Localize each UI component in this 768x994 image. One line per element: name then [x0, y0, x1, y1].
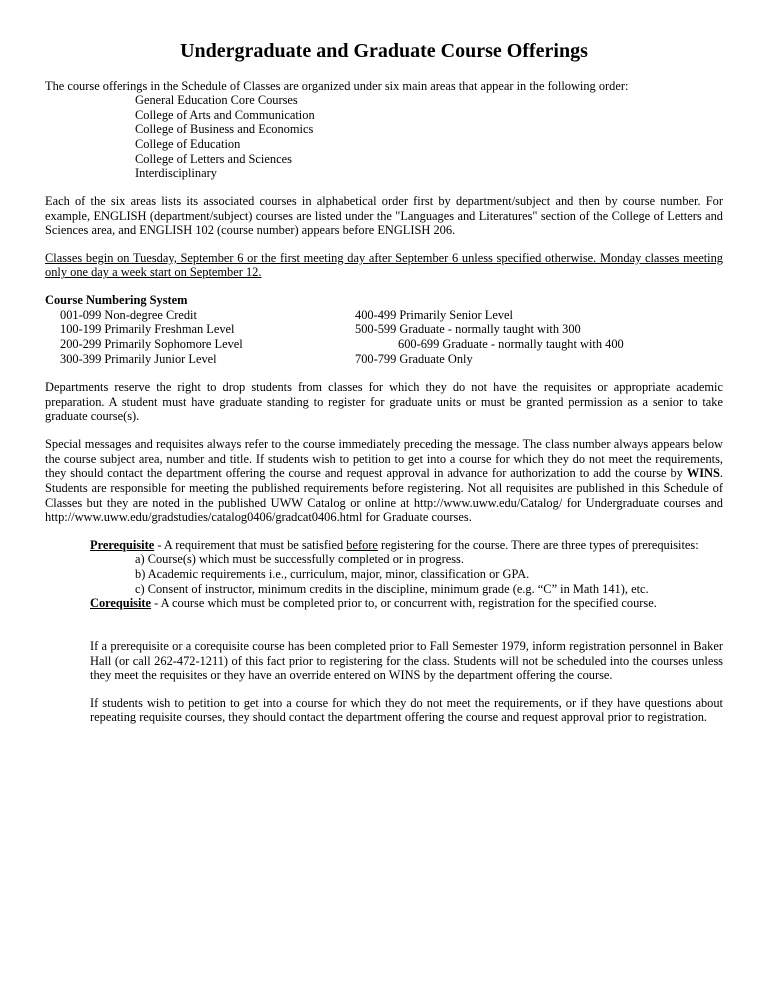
- numbering-item: 700-799 Graduate Only: [355, 351, 473, 366]
- area-item-general-education: General Education Core Courses: [135, 93, 298, 108]
- course-numbering-heading: Course Numbering System: [45, 293, 188, 308]
- prerequisite-def-text-1: - A requirement that must be satisfied: [154, 537, 347, 552]
- numbering-item: 500-599 Graduate - normally taught with 300: [355, 322, 581, 337]
- prerequisite-item-b: b) Academic requirements i.e., curriculum, major, minor, classification or GPA.: [135, 567, 530, 582]
- special-messages-text-1: Special messages and requisites always refer to the course immediately preceding the message. The class number always appears below the course subject area, number and title. If students wish to petition to get into a course for which they do not meet the requirements, they should contact the department offering the course and request approval in advance for authorization to add the course by: [45, 437, 723, 481]
- numbering-column-left: [60, 308, 355, 367]
- prerequisite-definition: [90, 538, 723, 553]
- numbering-item: 100-199 Primarily Freshman Level: [60, 322, 235, 337]
- area-item-business-economics: College of Business and Economics: [135, 122, 314, 137]
- area-item-letters-sciences: College of Letters and Sciences: [135, 151, 292, 166]
- before-underlined-word: before: [346, 537, 378, 552]
- numbering-item: 300-399 Primarily Junior Level: [60, 351, 217, 366]
- prerequisite-item-a: a) Course(s) which must be successfully completed or in progress.: [135, 552, 464, 567]
- corequisite-definition: [90, 596, 723, 611]
- fall-1979-paragraph: If a prerequisite or a corequisite course has been completed prior to Fall Semester 1979, inform registration personnel in Baker Hall (or call 262-472-1211) of this fact prior to registering for the class. Students will not be scheduled into the courses unless they meet the requisites or they have an override entered on WINS by the department offering the course.: [90, 638, 723, 683]
- numbering-column-right: [355, 308, 723, 367]
- prerequisite-types-list: [135, 552, 723, 596]
- prerequisite-def-text-2: registering for the course. There are three types of prerequisites:: [377, 537, 699, 552]
- course-areas-list: [135, 93, 723, 181]
- area-item-education: College of Education: [135, 137, 241, 152]
- intro-paragraph: The course offerings in the Schedule of Classes are organized under six main areas that appear in the following order:: [45, 78, 629, 93]
- corequisite-def-text: - A course which must be completed prior to, or concurrent with, registration for the specified course.: [151, 596, 657, 611]
- wins-bold-text: WINS: [686, 466, 720, 481]
- special-messages-paragraph: [45, 437, 723, 525]
- area-item-interdisciplinary: Interdisciplinary: [135, 166, 217, 181]
- area-item-arts-communication: College of Arts and Communication: [135, 107, 315, 122]
- numbering-item: 600-699 Graduate - normally taught with 400: [398, 336, 624, 351]
- numbering-item: 001-099 Non-degree Credit: [60, 307, 197, 322]
- alphabetical-order-paragraph: Each of the six areas lists its associated courses in alphabetical order first by department/subject and then by course number. For example, ENGLISH (department/subject) courses are listed under the "Languages and Literatures" section of the College of Letters and Sciences area, and ENGLISH 102 (course number) appears before ENGLISH 206.: [45, 193, 723, 238]
- special-messages-text-2: . Students are responsible for meeting the published requirements before registering. Not all requisites are published in this Schedule of Classes but they are noted in the published UWW Catalog or online at http://www.uww.edu/Catalog/ for Undergraduate courses and http://www.uww.edu/gradstudies/catalog0406/gradcat0406.html for Graduate courses.: [45, 466, 723, 525]
- petition-paragraph: If students wish to petition to get into a course for which they do not meet the requirements, or if they have questions about repeating requisite courses, they should contact the department offering the course and request approval prior to registration.: [90, 695, 723, 725]
- departments-rights-paragraph: Departments reserve the right to drop students from classes for which they do not have the requisites or appropriate academic preparation. A student must have graduate standing to register for graduate units or must be granted permission as a senior to take graduate course(s).: [45, 380, 723, 424]
- requisite-definitions-block: [90, 538, 723, 611]
- course-numbering-columns: [45, 308, 723, 367]
- prerequisite-item-c: c) Consent of instructor, minimum credits in the discipline, minimum grade (e.g. “C” in Math 141), etc.: [135, 581, 649, 596]
- numbering-item: 200-299 Primarily Sophomore Level: [60, 336, 243, 351]
- numbering-item: 400-499 Primarily Senior Level: [355, 307, 513, 322]
- prerequisite-term: Prerequisite: [90, 537, 155, 552]
- classes-begin-paragraph: Classes begin on Tuesday, September 6 or the first meeting day after September 6 unless specified otherwise. Monday classes meeting only one day a week start on September 12.: [45, 250, 723, 280]
- corequisite-term: Corequisite: [90, 596, 152, 611]
- page-title: Undergraduate and Graduate Course Offerings: [180, 40, 588, 62]
